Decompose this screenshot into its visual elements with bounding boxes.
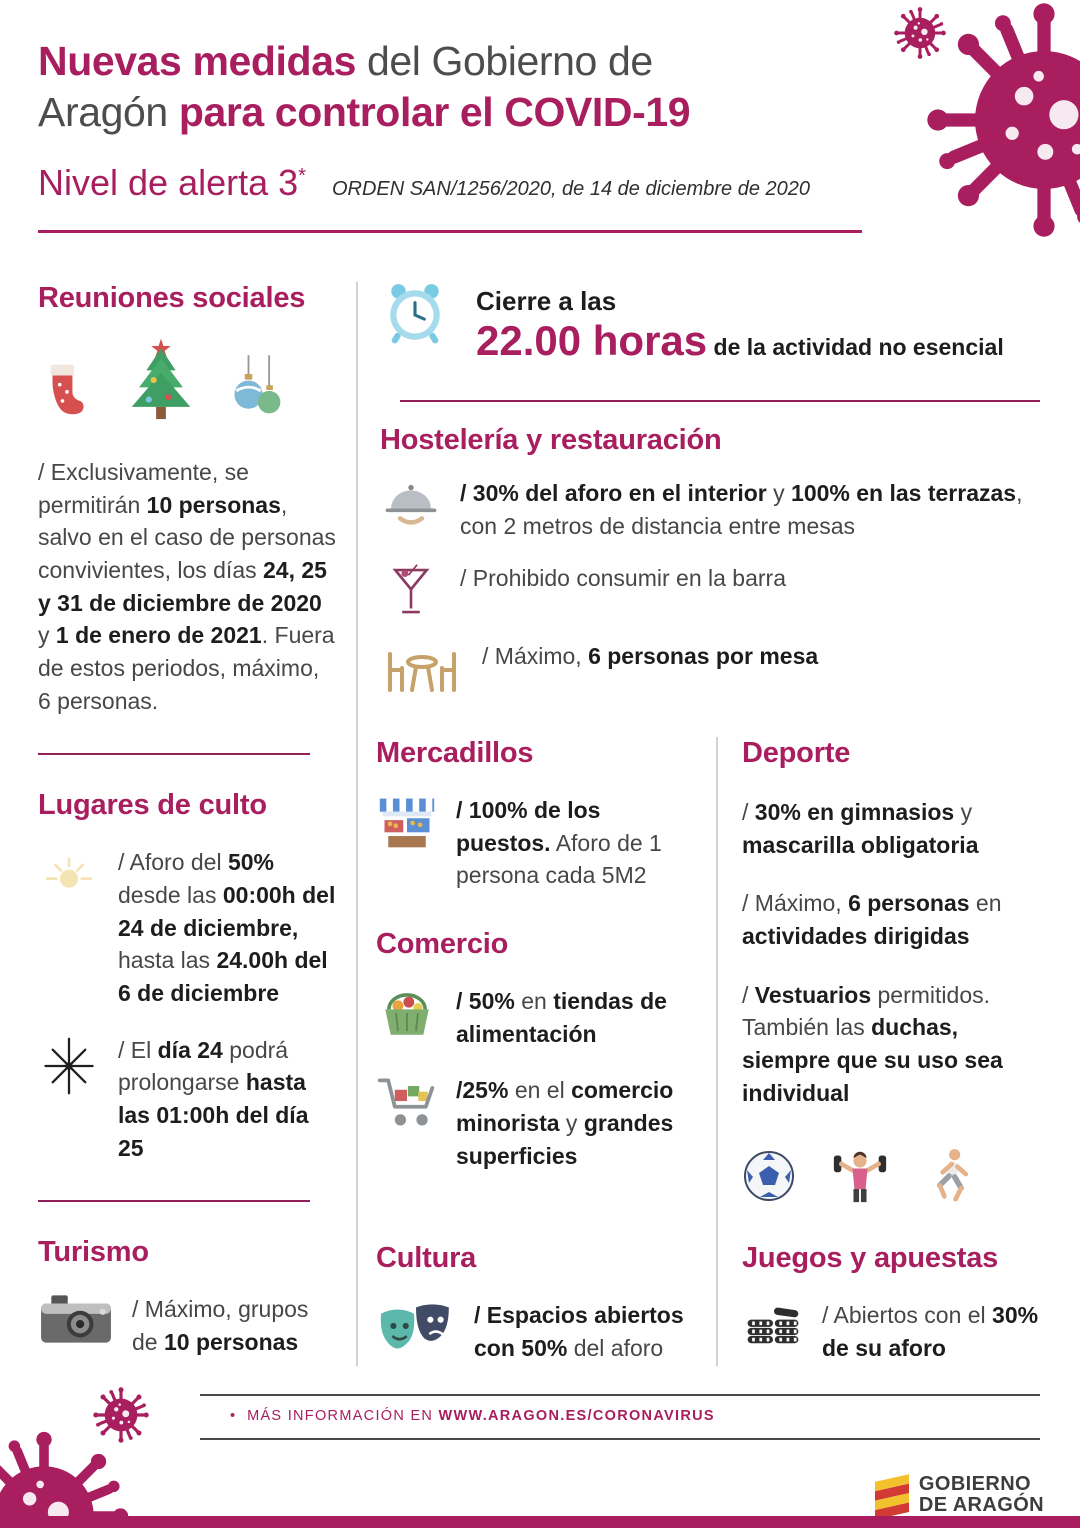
culto-item — [38, 846, 336, 1009]
header — [38, 36, 888, 233]
deporte-item — [742, 887, 1042, 952]
deporte-item — [742, 979, 1042, 1110]
culto-item — [38, 1034, 336, 1165]
star-icon — [38, 1034, 100, 1098]
virus-icon — [0, 1428, 132, 1528]
grocery-basket-icon — [376, 985, 438, 1041]
section-comercio — [376, 928, 694, 1172]
closure-banner — [382, 280, 1042, 365]
header-divider — [38, 230, 862, 233]
heading-deporte: Deporte — [742, 737, 851, 769]
section-divider — [38, 753, 310, 755]
footer-info-text: MÁS INFORMACIÓN EN — [247, 1408, 439, 1424]
hosteleria-item — [380, 477, 1040, 542]
soccer-ball-icon — [742, 1149, 796, 1203]
aragon-flag-icon — [875, 1474, 909, 1516]
closure-suffix: de la actividad no esencial — [707, 334, 1004, 360]
gov-logo-line-2: DE ARAGÓN — [918, 1494, 1044, 1516]
comercio-item — [376, 1074, 694, 1172]
cultura-item — [376, 1299, 694, 1364]
alarm-clock-icon — [382, 280, 448, 350]
hosteleria-item — [380, 562, 1040, 620]
mercadillos-item — [376, 794, 694, 892]
section-mercadillos — [376, 737, 694, 892]
vertical-divider-left — [356, 282, 358, 1366]
gobierno-de-aragon-logo — [875, 1474, 1044, 1516]
section-cultura — [376, 1242, 694, 1364]
closure-time-line — [476, 317, 1004, 365]
order-reference: ORDEN SAN/1256/2020, de 14 de diciembre de 2020 — [331, 177, 811, 200]
deporte-text-3: / Vestuarios permitidos. También las duchas, siempre que su uso sea individual — [742, 981, 1003, 1106]
closure-text — [476, 280, 1004, 365]
christmas-icons-row — [38, 335, 336, 430]
sun-icon — [38, 846, 100, 904]
christmas-stocking-icon — [38, 350, 96, 430]
hosteleria-text-2: / Prohibido consumir en la barra — [460, 565, 786, 592]
comercio-text-2: /25% en el comercio minorista y grandes superficies — [456, 1077, 674, 1169]
section-hosteleria — [380, 424, 1040, 696]
turismo-text: / Máximo, grupos de 10 personas — [132, 1296, 309, 1355]
alert-row — [38, 162, 888, 204]
theater-masks-icon — [376, 1299, 456, 1361]
christmas-tree-icon — [122, 335, 200, 430]
mercadillos-text: / 100% de los puestos. Aforo de 1 persona cada 5M2 — [456, 797, 662, 889]
section-deporte — [742, 737, 1042, 1207]
reuniones-text: / Exclusivamente, se permitirán 10 personas, salvo en el caso de personas convivientes, los días 24, 25 y 31 de diciembre de 2020 y 1 de enero de 2021. Fuera de estos periodos, máximo, 6 personas. — [38, 459, 336, 714]
juegos-text: / Abiertos con el 30% de su aforo — [822, 1302, 1039, 1361]
alert-level: Nivel de alerta 3* — [38, 161, 306, 203]
cultura-text: / Espacios abiertos con 50% del aforo — [474, 1302, 684, 1361]
alert-asterisk: * — [298, 164, 306, 187]
shopping-cart-icon — [376, 1074, 438, 1130]
section-divider — [38, 1200, 310, 1202]
sport-icons-row — [742, 1145, 1042, 1207]
section-juegos-y-apuestas — [742, 1242, 1042, 1364]
heading-juegos: Juegos y apuestas — [742, 1242, 999, 1274]
heading-turismo: Turismo — [38, 1236, 149, 1269]
comercio-text-1: / 50% en tiendas de alimentación — [456, 988, 667, 1047]
title-line-2: Aragón para controlar el COVID-19 — [38, 88, 691, 135]
footer-bullet: • — [230, 1408, 237, 1424]
culto-text-1: / Aforo del 50% desde las 00:00h del 24 de diciembre, hasta las 24.00h del 6 de diciembre — [118, 849, 336, 1006]
hosteleria-item — [380, 640, 1040, 696]
footer-info-bar — [200, 1394, 1040, 1440]
culto-text-2: / El día 24 podrá prolongarse hasta las 01:00h del día 25 — [118, 1036, 309, 1161]
bottom-accent-bar — [0, 1516, 1080, 1528]
gym-icon — [832, 1145, 888, 1207]
hosteleria-text-3: / Máximo, 6 personas por mesa — [482, 643, 819, 670]
juegos-item — [742, 1299, 1042, 1364]
closure-divider — [400, 400, 1040, 402]
footer-url: WWW.ARAGON.ES/CORONAVIRUS — [438, 1408, 715, 1424]
heading-reuniones-sociales: Reuniones sociales — [38, 282, 306, 314]
table-chairs-icon — [380, 640, 464, 696]
page-title — [38, 36, 888, 138]
gov-logo-text — [919, 1474, 1044, 1516]
poker-chips-icon — [742, 1299, 804, 1353]
deporte-text-1: / 30% en gimnasios y mascarilla obligatoria — [742, 799, 979, 858]
camera-icon — [38, 1293, 114, 1347]
cocktail-icon — [380, 562, 442, 620]
title-line-1: Nuevas medidas del Gobierno de — [38, 38, 653, 84]
heading-comercio: Comercio — [376, 928, 509, 960]
turismo-item — [38, 1293, 336, 1358]
heading-mercadillos: Mercadillos — [376, 737, 534, 769]
heading-cultura: Cultura — [376, 1242, 477, 1274]
closure-intro: Cierre a las — [476, 286, 617, 316]
market-stall-icon — [376, 794, 438, 850]
hosteleria-text-1: / 30% del aforo en el interior y 100% en las terrazas, con 2 metros de distancia entre mesas — [460, 480, 1023, 539]
heading-hosteleria: Hostelería y restauración — [380, 424, 722, 456]
deporte-text-2: / Máximo, 6 personas en actividades dirigidas — [742, 890, 1002, 949]
closure-time: 22.00 horas — [476, 317, 708, 364]
deporte-item — [742, 796, 1042, 861]
comercio-item — [376, 985, 694, 1050]
heading-lugares-de-culto: Lugares de culto — [38, 789, 267, 822]
section-reuniones-sociales — [38, 282, 336, 1358]
runner-icon — [924, 1145, 976, 1207]
serving-cloche-icon — [380, 477, 442, 529]
vertical-divider-right — [716, 737, 718, 1366]
gov-logo-line-1: GOBIERNO — [918, 1473, 1032, 1496]
virus-icon — [922, 0, 1080, 246]
baubles-icon — [226, 348, 286, 430]
